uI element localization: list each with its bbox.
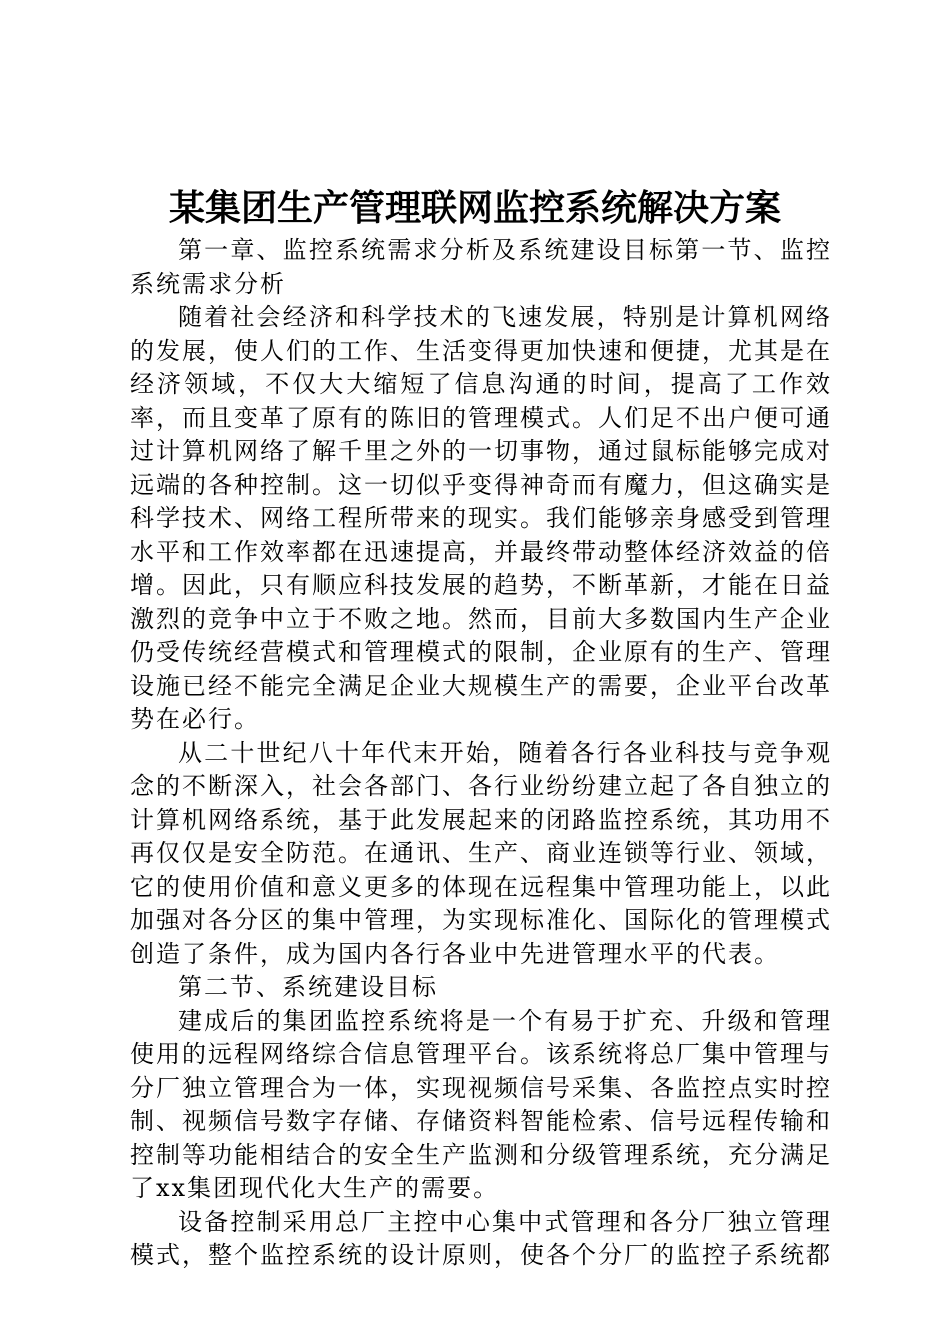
chapter-heading: 第一章、监控系统需求分析及系统建设目标第一节、监控系统需求分析 [130,236,832,298]
body-paragraph: 建成后的集团监控系统将是一个有易于扩充、升级和管理使用的远程网络综合信息管理平台。该系统将总厂集中管理与分厂独立管理合为一体，实现视频信号采集、各监控点实时控制、视频信号数字存储、存储资料智能检索、信号远程传输和控制等功能相结合的安全生产监测和分级管理系统，充分满足了xx集团现代化大生产的需要。 [130,1006,832,1202]
document-title: 某集团生产管理联网监控系统解决方案 [168,188,781,229]
document-body [130,234,832,1273]
body-paragraph: 从二十世纪八十年代末开始，随着各行各业科技与竞争观念的不断深入，社会各部门、各行业纷纷建立起了各自独立的计算机网络系统，基于此发展起来的闭路监控系统，其功用不再仅仅是安全防范。在通讯、生产、商业连锁等行业、领域，它的使用价值和意义更多的体现在远程集中管理功能上，以此加强对各分区的集中管理，为实现标准化、国际化的管理模式创造了条件，成为国内各行各业中先进管理水平的代表。 [130,738,832,968]
section-heading: 第二节、系统建设目标 [178,973,438,1001]
body-paragraph: 设备控制采用总厂主控中心集中式管理和各分厂独立管理模式，整个监控系统的设计原则，使各个分厂的监控子系统都 [130,1207,832,1269]
body-paragraph: 随着社会经济和科学技术的飞速发展，特别是计算机网络的发展，使人们的工作、生活变得更加快速和便捷，尤其是在经济领域，不仅大大缩短了信息沟通的时间，提高了工作效率，而且变革了原有的陈旧的管理模式。人们足不出户便可通过计算机网络了解千里之外的一切事物，通过鼠标能够完成对远端的各种控制。这一切似乎变得神奇而有魔力，但这确实是科学技术、网络工程所带来的现实。我们能够亲身感受到管理水平和工作效率都在迅速提高，并最终带动整体经济效益的倍增。因此，只有顺应科技发展的趋势，不断革新，才能在日益激烈的竞争中立于不败之地。然而，目前大多数国内生产企业仍受传统经营模式和管理模式的限制，企业原有的生产、管理设施已经不能完全满足企业大规模生产的需要，企业平台改革势在必行。 [130,303,832,733]
